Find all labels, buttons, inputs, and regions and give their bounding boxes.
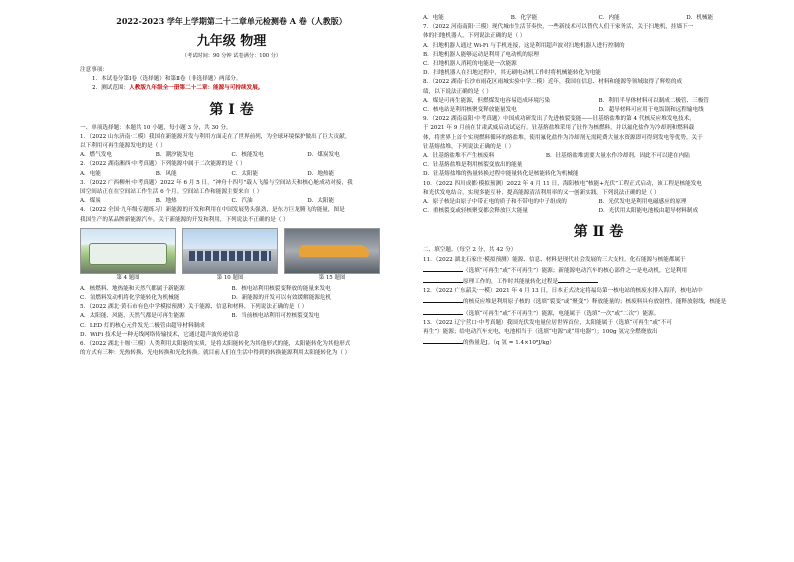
- q13-line-1: 13．（2022 辽宁营口·中考真题）我国光伏发电量位居世界首位，太阳能属于（选填“可再生”或“不可: [423, 319, 672, 326]
- q1-options: [80, 151, 383, 160]
- figure-4-caption: 第 4 题图: [116, 274, 140, 281]
- exam-title: 2022-2023 学年上学期第二十二章单元检测卷 A 卷（人教版）: [116, 16, 347, 26]
- q12-line-3: [423, 308, 774, 319]
- q8-option-c: C．核电站是利用核聚变释放能量发电: [423, 107, 517, 114]
- q10-option-b: B．光伏发电是利用电磁感应的原理: [598, 199, 687, 206]
- q3-line-1: 3．（2022 广西柳州·中考真题）2022 年 6 月 5 日，“神舟十四号”载人飞船与空间站天和核心舱成功对接，我: [80, 179, 353, 186]
- section-1-instructions: 一、单项选择题：本题共 10 小题，每小题 3 分，共 30 分。: [80, 124, 232, 131]
- q10-line-2: 和光伏发电结合，实现多能互补，提高能源清洁利用率的又一创新实践。下列说法正确的是（ ）: [423, 189, 660, 196]
- q4-line-1: 4．（2022 全国·九年级专题练习）新能源的开发和利用在中国发展势头强劲，是东方巨龙腾飞的能量，图是: [80, 207, 345, 214]
- q8-option-b: B．利用半导体材料可以制成二极管、三极管: [598, 97, 709, 104]
- q11-line-1: 11．（2022 湖北石家庄·模拟预测）能源、信息、材料是现代社会发展的三大支柱。化石能源与核能都属于: [423, 256, 686, 263]
- solar-plant-photo: [182, 228, 278, 274]
- q4-option-d: D．新能源的开发可以有效缓解能源危机: [231, 295, 332, 302]
- note-1: 1．本试卷分第Ⅰ卷（选择题）和第Ⅱ卷（非选择题）两部分。: [92, 76, 242, 83]
- q12-line-2-text: 的核反应堆是利用原子核的（选填“裂变”或“聚变”）释放能量的；核废料具有放射性，能释放射线，核能是: [463, 299, 727, 306]
- figure-10-caption: 第 10 题图: [216, 274, 244, 281]
- q9-line-3: 体，将世界上首个实现燃料循环的熔盐堆。使用氟化盐作为冷却剂无需耗费大量水资源即可得到发电等优势。关于: [423, 134, 703, 141]
- q13-line-3: [423, 337, 774, 348]
- q1-line-1: 1．（2022 山东济南·二模）我国在新能源开发与利用方面走在了世界前列，为全球环境保护做出了巨大贡献。: [80, 133, 351, 140]
- q5-option-a: A．太阳能、风能、天然气都是可再生能源: [80, 313, 185, 320]
- figure-4: [80, 228, 176, 283]
- q12-line-3-text: （选填“可再生”或“不可再生”）能源，电能属于（选填“一次”或“二次”）能源。: [463, 310, 660, 317]
- q4-line-2: 我国生产的某品牌新能源汽车。关于新能源的开发和利用，下列说法不正确的是（ ）: [80, 216, 289, 223]
- q9-line-2: 于 2021 年 9 月前在甘肃武威启动试运行。钍基熔盐堆采用了钍作为核燃料，并以氟化盐作为冷却剂和燃料载: [423, 125, 695, 132]
- q3-option-d: D．太阳能: [307, 198, 335, 205]
- figure-15-caption: 第 15 题图: [318, 274, 346, 281]
- q13-line-3-text: 的热量是J。（q 氢 = 1.4×10⁸J/kg）: [463, 340, 555, 347]
- q13-line-2: 再生”）能源；给电动汽车充电，电池相当于（选填“电源”或“用电器”）；100g 氢完全燃烧放出: [423, 329, 658, 336]
- q7-line-1: 7．（2022 河南南阳·三模）现代城市生活节奏快，一些新技术可以替代人们干家务活，关于扫地机，挂墙下一: [423, 24, 694, 31]
- q3-line-2: 国空间站正在在空间站工作生活 6 个月。空间站工作和能源主要来自（ ）: [80, 189, 263, 196]
- q2-options: [80, 170, 383, 179]
- q3-option-c: C．汽油: [231, 198, 253, 205]
- section-2-instructions: 二、填空题。（每空 2 分，共 42 分）: [423, 247, 517, 254]
- q4-option-b: B．核电站利用核裂变释放的能量来发电: [231, 285, 331, 292]
- q6-option-d: D．机械能: [686, 15, 714, 21]
- q5-option-c: C．LED 灯的核心元件发光二极管由超导材料制成: [80, 322, 205, 329]
- q9-option-d: D．钍基熔盐堆的热量转换过程中能量转化是核能转化为机械能: [423, 171, 579, 178]
- q5-option-b: B．当前核电站利用可控核裂变发电: [231, 313, 320, 320]
- q5-options-ab: [80, 312, 383, 321]
- q11-line-3: [423, 276, 774, 287]
- q6-option-c: C．内能: [598, 15, 620, 21]
- q5-option-d: D．WiFi 技术是一种无线网络传输技术，它通过超声波传递信息: [80, 331, 240, 338]
- q12-blank-2[interactable]: [423, 308, 463, 315]
- q7-line-2: 体的扫地机器人，下列说法正确的是（ ）: [423, 33, 526, 40]
- q4-option-a: A．核燃料、地热能和天然气都属于新能源: [80, 285, 185, 292]
- notes-heading: 注意事项：: [80, 67, 108, 73]
- q2-option-a: A．电能: [80, 170, 101, 177]
- q8-options-cd: [423, 106, 774, 115]
- q10-options-ab: [423, 198, 774, 207]
- q8-option-d: D．超导材料可应用于电饭锅和远程输电线: [598, 107, 704, 114]
- q1-line-2: 以下利用可再生能源发电的是（ ）: [80, 143, 166, 150]
- q6-line-2: 的方式有三种：光热转换、光电转换和光化转换。就目前人们在生活中得到的转换能源利用太阳能转化为（ ）: [80, 350, 351, 357]
- figure-15: [284, 228, 380, 283]
- q6-options: [423, 14, 774, 23]
- q6-line-1: 6．（2022 湖北十堰·三模）人类利用太阳能的实质，是将太阳能转化为其他形式的能，太阳能转化为其他形式: [80, 341, 351, 348]
- q11-blank-2[interactable]: [423, 276, 463, 283]
- q10-option-d: D．光伏用太阳能电池板由超导材料制成: [598, 208, 699, 215]
- q5-line-1: 5．（2022 湖北·黄石市有色中学模拟预测）关于能源、信息和材料，下列说法正确的是（ ）: [80, 304, 308, 311]
- q8-line-1: 8．（2022 湖南·长沙市雨花区雨城实验中学二模）近年，我国在信息、材料和能源等领域取得了辉煌的成: [423, 79, 683, 86]
- q1-option-d: D．煤炭发电: [307, 152, 340, 159]
- q11-blank-3[interactable]: [558, 276, 598, 283]
- electric-bus-photo: [80, 228, 176, 274]
- exam-meta: （考试时间：90 分钟 试卷满分：100 分）: [181, 53, 282, 59]
- q2-option-d: D．地热能: [307, 170, 335, 177]
- exam-subtitle: 九年级 物理: [196, 34, 267, 49]
- q7-option-b: B．扫地机器人能够运动是利用了电动机的原理: [423, 51, 539, 58]
- q11-line-2: [423, 265, 774, 276]
- note-2-prefix: 2．测试范围：: [92, 85, 130, 92]
- q11-line-3-text: 原理工作的，工作时其能量转化过程是: [463, 279, 559, 286]
- q13-blank-1[interactable]: [423, 337, 463, 344]
- q3-option-a: A．煤炭: [80, 198, 101, 205]
- q1-option-a: A．燃气发电: [80, 152, 113, 159]
- q9-line-4: 钍基熔盐堆，下列说法正确的是（ ）: [423, 143, 515, 150]
- section-1-title: 第 Ⅰ 卷: [209, 101, 254, 118]
- q4-options-ab: [80, 285, 383, 294]
- figure-10: [182, 228, 278, 283]
- right-page: [397, 0, 794, 562]
- q1-option-c: C．核能发电: [231, 152, 264, 159]
- q4-options-cd: [80, 294, 383, 303]
- q10-options-cd: [423, 207, 774, 216]
- q7-option-c: C．扫地机器人消耗的电能是一次能源: [423, 61, 517, 68]
- q8-options-ab: [423, 97, 774, 106]
- figure-row: [80, 228, 380, 283]
- q9-options-ab: [423, 152, 774, 161]
- q1-option-b: B．潮汐能发电: [155, 152, 194, 159]
- q7-option-d: D．扫地机器人在扫地过程中，其无刷电动机工作时将机械能转化为电能: [423, 70, 601, 77]
- q2-option-c: C．太阳能: [231, 170, 259, 177]
- solar-car-photo: [284, 228, 380, 274]
- q12-line-2: [423, 296, 774, 307]
- q11-line-2-text: （选填“可再生”或“不可再生”）能源；新能源电动汽车的核心部件之一是电动机，它是利用: [463, 267, 688, 274]
- note-2: [80, 84, 383, 93]
- q9-line-1: 9．（2022 湖南益阳·中考真题）中国成功研发出了先进核裂变能——钍基熔盐堆的第 4 代核反应堆发电技术，: [423, 116, 695, 123]
- q12-blank-1[interactable]: [423, 296, 463, 303]
- q10-option-a: A．原子核是由原子中带正电的质子和不带电的中子组成的: [423, 199, 567, 206]
- q6-option-b: B．化学能: [510, 15, 538, 21]
- q8-option-a: A．煤是可再生能源，但燃煤发电容易造成环境污染: [423, 97, 551, 104]
- q6-option-a: A．电能: [423, 15, 444, 21]
- q3-option-b: B．地热: [155, 198, 177, 205]
- q10-option-c: C．重核裂变或轻核聚变都会释放巨大能量: [423, 208, 528, 215]
- q8-line-2: 绩，以下说法正确的是（ ）: [423, 88, 492, 95]
- q9-option-a: A．钍基熔盐堆不产生核废料: [423, 153, 495, 160]
- q2-option-b: B．风能: [155, 170, 177, 177]
- note-2-scope: 人教版九年级全一册第二十二章：能源与可持续发展。: [129, 85, 264, 92]
- q7-option-a: A．扫地机器人通过 Wi-Fi 与手机连接，这是利用超声波对扫地机器人进行控制的: [423, 42, 625, 49]
- q2-line-1: 2．（2022 湖南湘西·中考真题）下列能源中属于二次能源的是（ ）: [80, 161, 246, 168]
- q12-line-1: 12．（2022 广东韶关·一模）2021 年 4 月 13 日，日本正式决定将福岛第一核电站的核废水排入海洋，核电站中: [423, 288, 703, 295]
- q9-option-c: C．钍基熔盐堆是利用核裂变放出的能量: [423, 162, 523, 169]
- q9-option-b: B．钍基熔盐堆需要大量水作冷却剂，因此不可以建在内陆: [545, 153, 690, 160]
- q11-blank-1[interactable]: [423, 265, 463, 272]
- q4-option-c: C．氢燃料发动机将化学能转化为机械能: [80, 295, 180, 302]
- q3-options: [80, 197, 383, 206]
- q10-line-1: 10．（2022 四川成都·模拟预测）2022 年 4 月 11 日，海阳核电“核能+光伏”工程正式启动，该工程是核能发电: [423, 180, 702, 187]
- section-2-title: 第 Ⅱ 卷: [573, 224, 624, 241]
